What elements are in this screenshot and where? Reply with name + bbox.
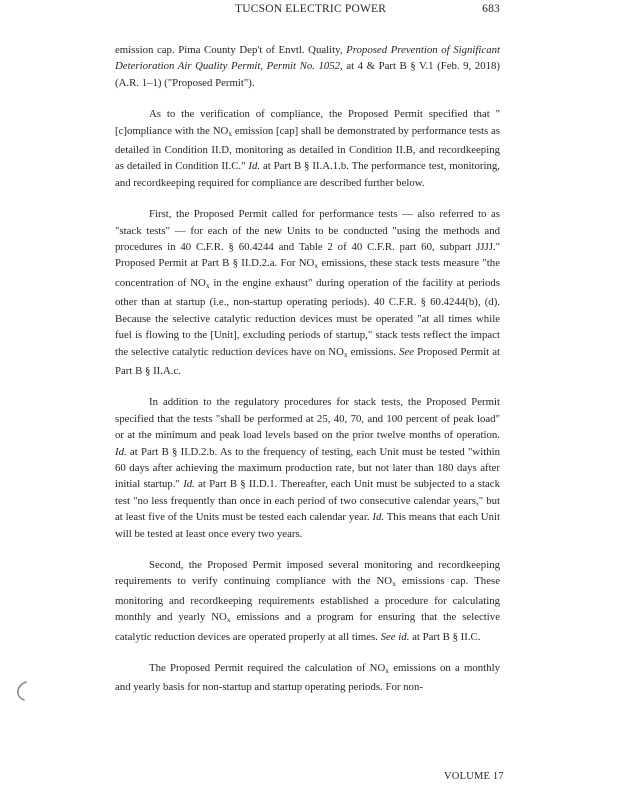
paragraph-4: In addition to the regulatory procedures for stack tests, the Proposed Permit specified that the tests "shall be performed at 25, 40, 70, and 100 percent of peak load" or at the minimum and peak load levels based on the prior twelve months of operation. Id. at Part B § II.D.2.b. As to the frequency of testing, each Unit must be tested "within 60 days after achieving the maximum production rate, but not later than 180 days after initial startup." Id. at Part B § II.D.1. Thereafter, each Unit must be subjected to a stack test "no less frequently than once in each period of two consecutive calendar years," but at least five of the Units must be tested each calendar year. Id. This means that each Unit will be tested at least once every two years. [115, 396, 500, 540]
paragraph-1: emission cap. Pima County Dep't of Envtl. Quality, Proposed Prevention of Significant Deterioration Air Quality Permit, Permit No. 1052, at 4 & Part B § V.1 (Feb. 9, 2018) (A.R. 1–1) ("Proposed Permit"). [115, 44, 501, 89]
running-header [115, 3, 500, 19]
scan-smudge-mark [12, 680, 30, 702]
paragraph-6: The Proposed Permit required the calculation of $NO_x$ emissions on a monthly and yearly basis for non-startup and startup operating periods. For non- [115, 662, 500, 694]
page-body [115, 42, 500, 711]
header-title: TUCSON ELECTRIC POWER [235, 3, 387, 15]
page-number: 683 [482, 3, 500, 15]
paragraph-5: Second, the Proposed Permit imposed several monitoring and recordkeeping requirements to verify continuing compliance with the $NO_x$ emissions cap. These monitoring and recordkeeping requirements established a procedure for calculating monthly and yearly $NO_x$ emissions and a program for ensuring that the selective catalytic reduction devices are operated properly at all times. See id. at Part B § II.C. [115, 558, 501, 643]
paragraph-2: As to the verification of compliance, the Proposed Permit specified that "[c]ompliance with the $NO_x$ emission [cap] shall be demonstrated by performance tests as detailed in Condition II.D, monitoring as detailed in Condition II.B, and recordkeeping as detailed in Condition II.C." Id. at Part B § II.A.1.b. The performance test, monitoring, and recordkeeping required for compliance are described further below. [115, 108, 501, 189]
paragraph-3: First, the Proposed Permit called for performance tests — also referred to as "stack tests" — for each of the new Units to be conducted "using the methods and procedures in 40 C.F.R. § 60.4244 and Table 2 of 40 C.F.R. part 60, subpart JJJJ." Proposed Permit at Part B § II.D.2.a. For $NO_x$ emissions, these stack tests measure "the concentration of $NO_x$ in the engine exhaust" during operation of the facility at periods other than at startup (i.e., non-startup operating periods). 40 C.F.R. § 60.4244(b), (d). Because the selective catalytic reduction devices must be operated "at all times while fuel is flowing to the [Unit], excluding periods of startup," stack tests reflect the impact the selective catalytic reduction devices have on $NO_x$ emissions. See Proposed Permit at Part B § II.A.c. [115, 208, 500, 377]
citation-title: Proposed Prevention of Significant Deterioration Air Quality Permit, Permit No. 1052, [115, 44, 501, 73]
volume-footer: VOLUME 17 [444, 771, 504, 782]
